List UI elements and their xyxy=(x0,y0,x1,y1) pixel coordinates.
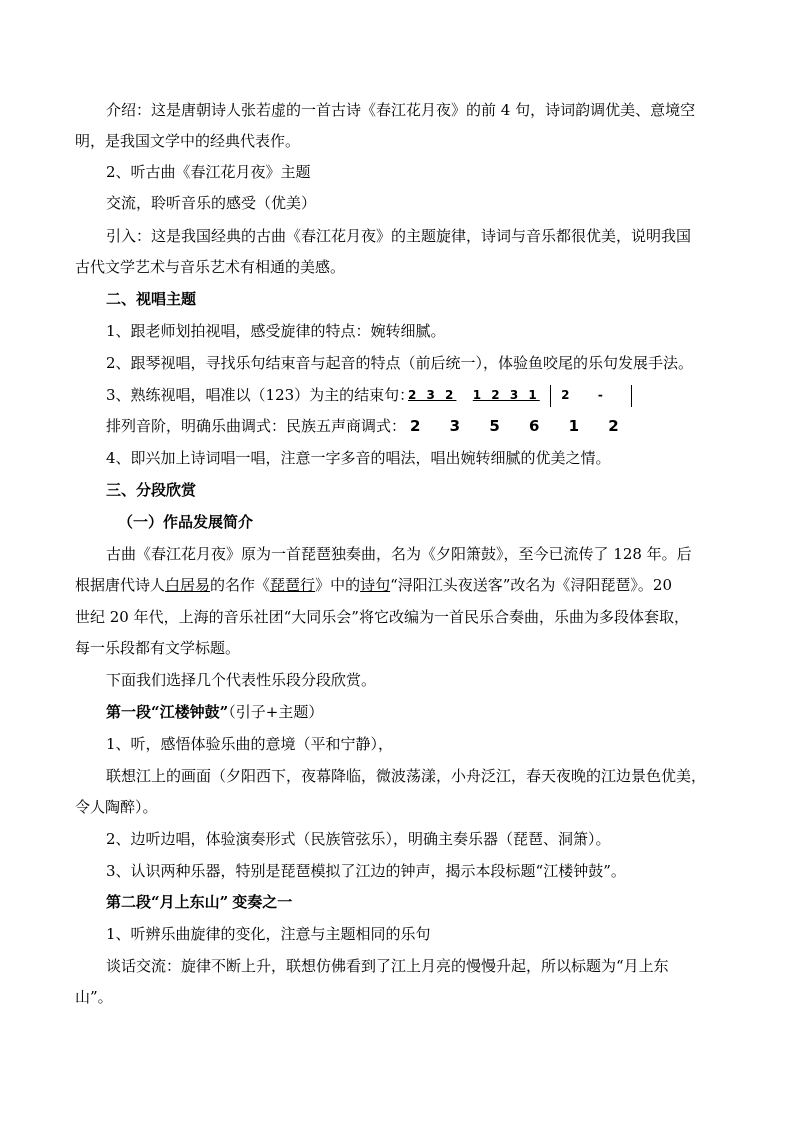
paragraph-history-line3: 世纪 20 年代，上海的音乐社团“大同乐会”将它改编为一首民乐合奏曲，乐曲为多段体套取， xyxy=(75,608,689,626)
text-span: 的名作《 xyxy=(210,576,271,594)
paragraph-scale-mode: 排列音阶，明确乐曲调式：民族五声商调式： xyxy=(106,417,407,435)
text-span: 》中的 xyxy=(315,576,361,594)
link-bai-juyi[interactable]: 白居易 xyxy=(165,576,211,594)
barline-icon xyxy=(550,385,551,407)
section-heading-segment-appreciation: 三、分段欣赏 xyxy=(106,481,197,499)
paragraph-exchange: 交流，聆听音乐的感受（优美） xyxy=(106,194,317,212)
subsection-heading-work-intro: （一）作品发展简介 xyxy=(118,513,254,531)
music-notation-ending-phrase xyxy=(408,384,638,408)
link-pipa-xing[interactable]: 琵琶行 xyxy=(270,576,316,594)
list-item-listen-mood: 1、听，感悟体验乐曲的意境（平和宁静）， xyxy=(106,735,394,753)
section-heading-sight-singing: 二、视唱主题 xyxy=(106,290,197,308)
text-span: 根据唐代诗人 xyxy=(75,576,166,594)
segment-heading-2 xyxy=(106,891,292,915)
notation-dash: - xyxy=(597,388,603,402)
paragraph-history-line2 xyxy=(75,574,672,598)
notation-group-1: 2 3 2 xyxy=(408,388,457,402)
link-poem-line[interactable]: 诗句 xyxy=(360,576,391,594)
paragraph-lead-line2: 古代文学艺术与音乐艺术有相通的美感。 xyxy=(75,258,346,276)
segment-heading-1 xyxy=(106,701,323,725)
paragraph-select-segments: 下面我们选择几个代表性乐段分段欣赏。 xyxy=(106,671,377,689)
list-item-ending-phrase: 3、熟练视唱，唱准以（123）为主的结束句： xyxy=(106,386,415,404)
list-item-instruments: 3、认识两种乐器，特别是琵琶模拟了江边的钟声，揭示本段标题“江楼钟鼓”。 xyxy=(106,862,626,880)
segment-title: 第一段“江楼钟鼓” xyxy=(106,703,229,721)
list-item-listen-theme: 2、听古曲《春江花月夜》主题 xyxy=(106,163,311,181)
segment-title: 第二段“月上东山” xyxy=(106,893,229,911)
segment-subtitle: 变奏之一 xyxy=(232,893,293,911)
paragraph-discussion-line2: 山”。 xyxy=(75,988,113,1006)
paragraph-history-line4: 每一乐段都有文学标题。 xyxy=(75,639,241,657)
music-notation-scale: 2 3 5 6 1 2 xyxy=(410,417,631,435)
segment-subtitle: （引子+主题） xyxy=(228,703,324,721)
list-item-improvise: 4、即兴加上诗词唱一唱，注意一字多音的唱法，唱出婉转细腻的优美之情。 xyxy=(106,449,611,467)
text-span: “浔阳江头夜送客”改名为《浔阳琵琶》。20 xyxy=(390,576,673,594)
list-item-performance-form: 2、边听边唱，体验演奏形式（民族管弦乐），明确主奏乐器（琵琶、洞箫）。 xyxy=(106,830,611,848)
paragraph-lead-line1: 引入：这是我国经典的古曲《春江花月夜》的主题旋律，诗词与音乐都很优美，说明我国 xyxy=(106,227,692,245)
list-item-sing-with-piano: 2、跟琴视唱，寻找乐句结束音与起音的特点（前后统一），体验鱼咬尾的乐句发展手法。 xyxy=(106,354,694,372)
barline-icon xyxy=(631,385,632,407)
notation-note: 2 xyxy=(561,388,570,402)
list-item-melody-changes: 1、听辨乐曲旋律的变化，注意与主题相同的乐句 xyxy=(106,925,431,943)
paragraph-imagery-line2: 令人陶醉）。 xyxy=(75,798,158,816)
paragraph-intro-line1: 介绍：这是唐朝诗人张若虚的一首古诗《春江花月夜》的前 4 句，诗词韵调优美、意境空 xyxy=(106,101,696,119)
paragraph-imagery-line1: 联想江上的画面（夕阳西下，夜幕降临，微波荡漾，小舟泛江，春天夜晚的江边景色优美， xyxy=(106,767,707,785)
notation-group-2: 1 2 3 1 xyxy=(472,388,540,402)
paragraph-discussion-line1: 谈话交流：旋律不断上升，联想仿佛看到了江上月亮的慢慢升起，所以标题为“月上东 xyxy=(106,957,669,975)
list-item-sing-with-teacher: 1、跟老师划拍视唱，感受旋律的特点：婉转细腻。 xyxy=(106,322,446,340)
paragraph-history-line1: 古曲《春江花月夜》原为一首琵琶独奏曲，名为《夕阳箫鼓》，至今已流传了 128 年。后 xyxy=(106,545,692,563)
paragraph-intro-line2: 明，是我国文学中的经典代表作。 xyxy=(75,132,301,150)
